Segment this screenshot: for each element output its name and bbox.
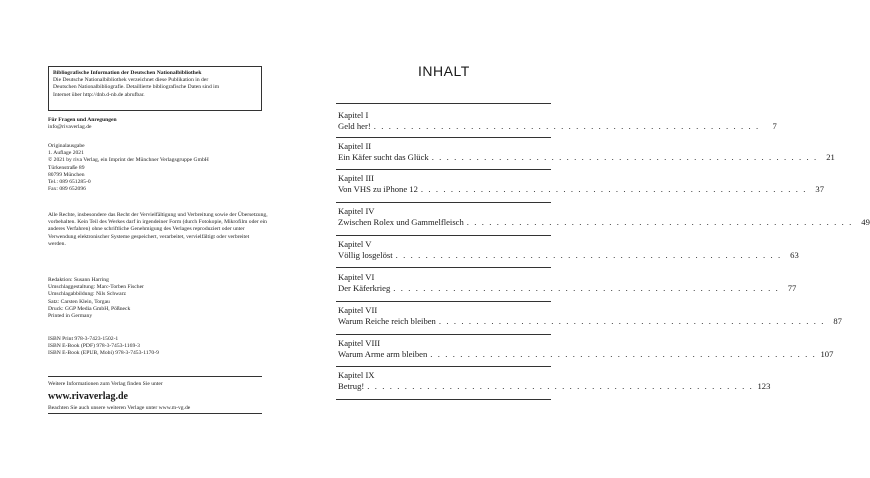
toc-top-rule — [336, 103, 551, 104]
toc-leader-dots: . . . . . . . . . . . . . . . . . . . . . . . . . . . . . . . . . . . . . . . . . . . . . . . . . . . . — [373, 121, 760, 131]
edition-line: Fax: 089 652096 — [48, 186, 86, 193]
toc-entry[interactable] — [338, 239, 799, 261]
contact-title: Für Fragen und Anregungen — [48, 117, 117, 123]
toc-heading: INHALT — [418, 63, 470, 79]
toc-chapter-label: Kapitel IX — [338, 370, 375, 380]
toc-leader-dots: . . . . . . . . . . . . . . . . . . . . . . . . . . . . . . . . . . . . . . . . . . . . . . . . . . . . — [431, 152, 818, 162]
edition-line: 80799 München — [48, 171, 85, 178]
toc-chapter-label: Kapitel II — [338, 141, 372, 151]
credit-line: Umschlagabbildung: Nils Schwarz — [48, 291, 126, 298]
credit-line: Umschlaggestaltung: Marc-Torben Fischer — [48, 284, 144, 291]
toc-chapter-label: Kapitel VI — [338, 272, 375, 282]
publisher-url-link[interactable]: www.rivaverlag.de — [48, 391, 128, 402]
toc-chapter-label: Kapitel I — [338, 110, 369, 120]
toc-divider — [336, 137, 551, 138]
toc-page-number: 123 — [757, 381, 771, 391]
isbn-line: ISBN E-Book (EPUB, Mobi) 978-3-7453-1170-9 — [48, 350, 159, 357]
bib-box-line: Deutschen Nationalbibliografie. Detaillierte bibliografische Daten sind im — [53, 84, 220, 91]
isbn-block — [48, 336, 159, 358]
toc-chapter-label: Kapitel V — [338, 239, 372, 249]
edition-line: 1. Auflage 2021 — [48, 150, 84, 157]
web-box-intro: Weitere Informationen zum Verlag finden Sie unter — [48, 381, 163, 387]
toc-chapter-title: Ein Käfer sucht das Glück — [338, 152, 429, 162]
toc-leader-dots: . . . . . . . . . . . . . . . . . . . . . . . . . . . . . . . . . . . . . . . . . . . . . . . . . . . . — [430, 349, 817, 359]
credit-line: Druck: GGP Media GmbH, Pößneck — [48, 305, 131, 312]
toc-entry[interactable] — [338, 370, 771, 392]
toc-leader-dots: . . . . . . . . . . . . . . . . . . . . . . . . . . . . . . . . . . . . . . . . . . . . . . . . . . . . — [420, 184, 807, 194]
toc-chapter-label: Kapitel VIII — [338, 338, 381, 348]
edition-line: Türkenstraße 89 — [48, 164, 85, 171]
toc-chapter-title: Von VHS zu iPhone 12 — [338, 184, 418, 194]
toc-entry[interactable] — [338, 206, 870, 228]
toc-divider — [336, 301, 551, 302]
toc-entry[interactable] — [338, 110, 777, 132]
isbn-line: ISBN Print 978-3-7423-1502-1 — [48, 336, 119, 342]
toc-divider — [336, 267, 551, 268]
toc-chapter-label: Kapitel VII — [338, 305, 378, 315]
toc-chapter-title: Zwischen Rolex und Gammelfleisch — [338, 217, 464, 227]
toc-entry[interactable] — [338, 141, 835, 163]
edition-line: Tel.: 089 651285-0 — [48, 179, 91, 186]
edition-block — [48, 143, 209, 193]
toc-entry[interactable] — [338, 173, 824, 195]
toc-leader-dots: . . . . . . . . . . . . . . . . . . . . . . . . . . . . . . . . . . . . . . . . . . . . . . . . . . . . — [466, 217, 853, 227]
credit-line: Printed in Germany — [48, 313, 93, 320]
toc-bottom-rule — [336, 399, 551, 400]
edition-line: Originalausgabe — [48, 143, 85, 149]
publisher-web-box — [48, 376, 262, 414]
toc-chapter-title: Geld her! — [338, 121, 371, 131]
toc-divider — [336, 235, 551, 236]
credits-block — [48, 277, 144, 320]
toc-chapter-title: Betrug! — [338, 381, 365, 391]
toc-chapter-title: Warum Arme arm bleiben — [338, 349, 428, 359]
imprint-page — [0, 0, 300, 478]
toc-page-number: 7 — [772, 121, 777, 131]
toc-leader-dots: . . . . . . . . . . . . . . . . . . . . . . . . . . . . . . . . . . . . . . . . . . . . . . . . . . . . — [393, 283, 780, 293]
credit-line: Satz: Carsten Klein, Torgau — [48, 298, 110, 305]
toc-leader-dots: . . . . . . . . . . . . . . . . . . . . . . . . . . . . . . . . . . . . . . . . . . . . . . . . . . . . — [367, 381, 754, 391]
credit-line: Redaktion: Susann Harring — [48, 277, 109, 283]
toc-divider — [336, 334, 551, 335]
toc-entry[interactable] — [338, 338, 834, 360]
toc-divider — [336, 202, 551, 203]
edition-line: © 2021 by riva Verlag, ein Imprint der Münchner Verlagsgruppe GmbH — [48, 157, 209, 164]
bib-box-title: Bibliografische Information der Deutschen Nationalbibliothek — [53, 70, 202, 76]
toc-entry[interactable] — [338, 305, 842, 327]
bib-box-line: Die Deutsche Nationalbibliothek verzeichnet diese Publikation in der — [53, 77, 209, 84]
toc-page-number: 63 — [790, 250, 799, 260]
bib-box-line: Internet über http://dnb.d-nb.de abrufbar. — [53, 91, 145, 98]
toc-leader-dots: . . . . . . . . . . . . . . . . . . . . . . . . . . . . . . . . . . . . . . . . . . . . . . . . . . . . — [395, 250, 782, 260]
toc-chapter-title: Der Käferkrieg — [338, 283, 391, 293]
toc-page-number: 21 — [826, 152, 835, 162]
toc-page-number: 87 — [833, 316, 842, 326]
isbn-line: ISBN E-Book (PDF) 978-3-7453-1169-3 — [48, 343, 140, 350]
toc-page-number: 49 — [861, 217, 870, 227]
toc-divider — [336, 366, 551, 367]
toc-entry[interactable] — [338, 272, 797, 294]
toc-leader-dots: . . . . . . . . . . . . . . . . . . . . . . . . . . . . . . . . . . . . . . . . . . . . . . . . . . . . — [438, 316, 825, 326]
web-box-footer: Beachten Sie auch unsere weiteren Verlage unter www.m-vg.de — [48, 405, 191, 411]
toc-page-number: 77 — [787, 283, 797, 293]
toc-page-number: 37 — [815, 184, 824, 194]
toc-chapter-title: Völlig losgelöst — [338, 250, 393, 260]
bibliographic-info-box — [48, 66, 262, 111]
rights-notice: Alle Rechte, insbesondere das Recht der Vervielfältigung und Verbreitung sowie der Übersetzung, vorbehalten. Kein Teil des Werkes darf in irgendeiner Form (durch Fotokopie, Mikrofilm oder ein anderes Verfahren) ohne schriftliche Genehmigung des Verlages reproduziert oder unter Verwendung elektronischer Systeme gespeichert, verarbeitet, vervielfältigt oder verbreitet werden. — [48, 212, 268, 247]
toc-chapter-label: Kapitel III — [338, 173, 375, 183]
contact-block — [48, 117, 117, 131]
toc-page-number: 107 — [820, 349, 834, 359]
toc-chapter-label: Kapitel IV — [338, 206, 375, 216]
contact-email: info@rivaverlag.de — [48, 124, 92, 131]
toc-divider — [336, 169, 551, 170]
toc-chapter-title: Warum Reiche reich bleiben — [338, 316, 436, 326]
